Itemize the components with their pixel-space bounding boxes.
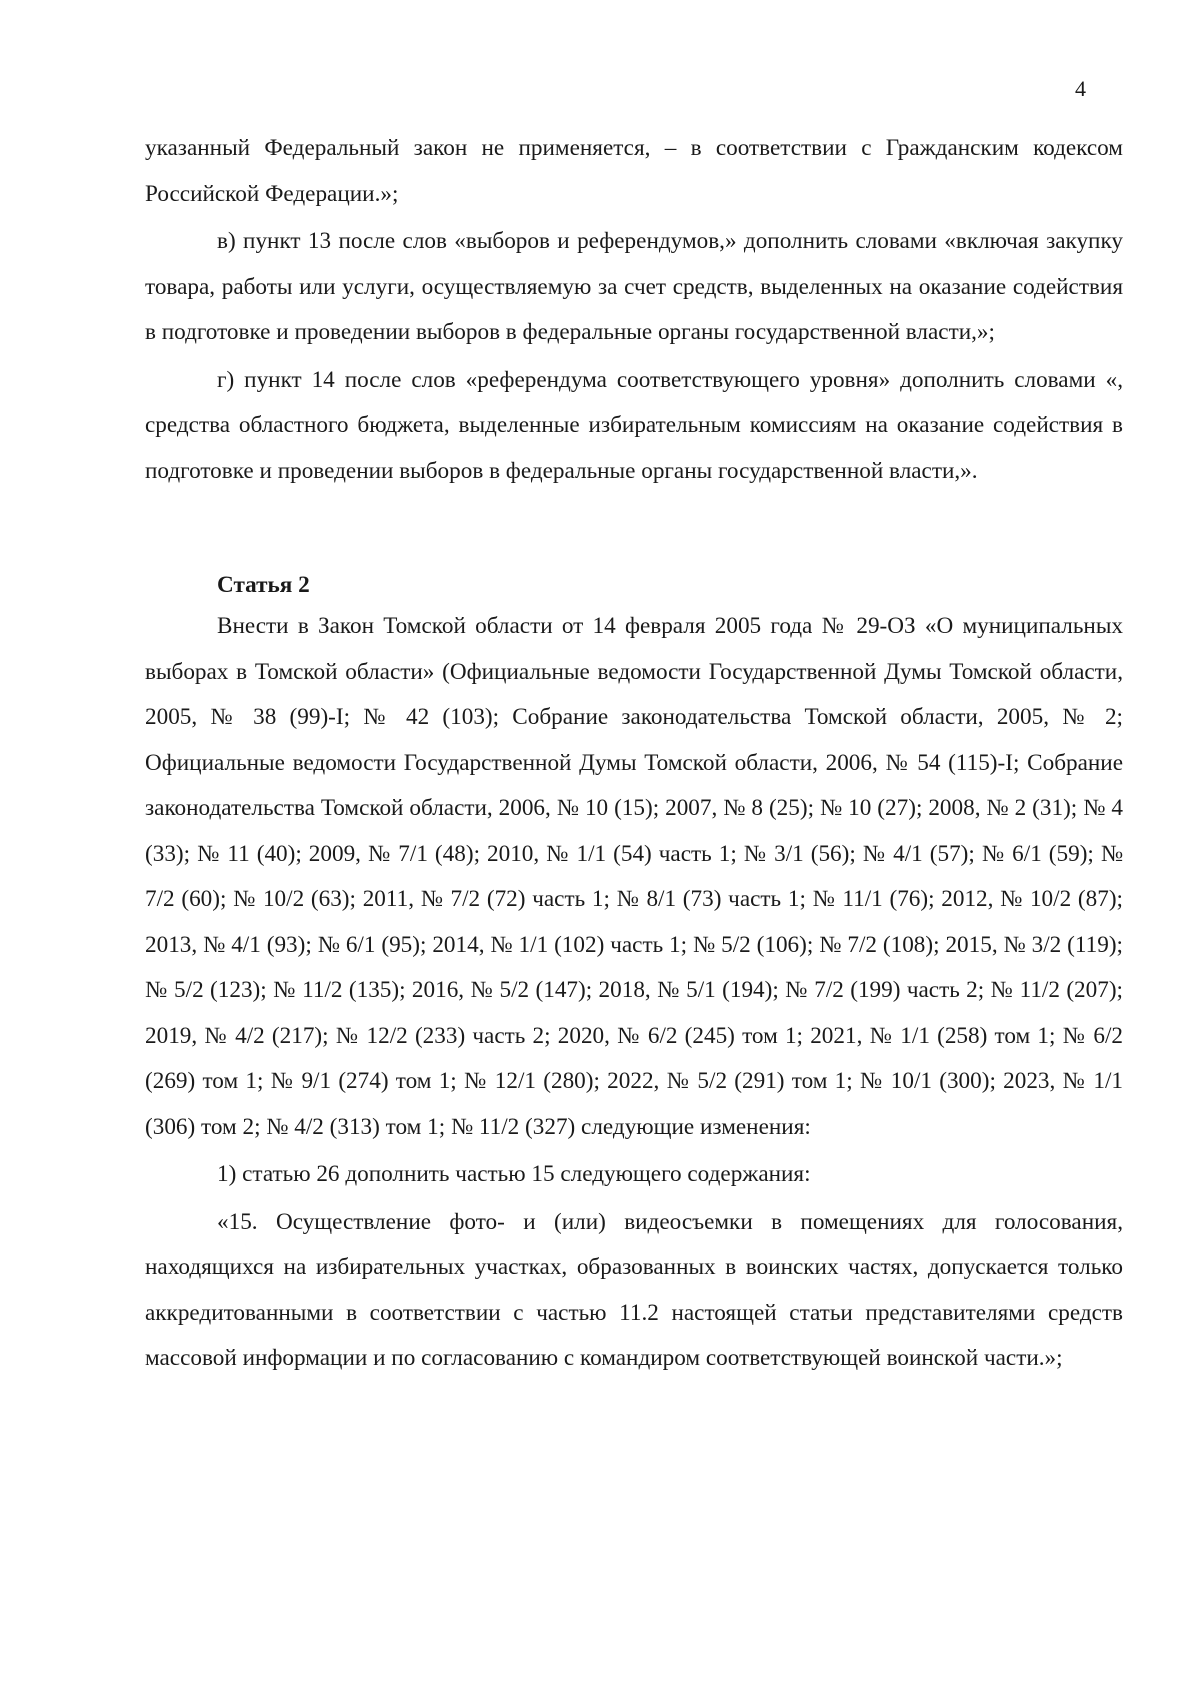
article-item-1: 1) статью 26 дополнить частью 15 следующего содержания: (217, 1161, 811, 1187)
page-number: 4 (1075, 76, 1086, 101)
article-quote-paragraph: «15. Осуществление фото- и (или) видеосъемки в помещениях для голосования, находящихся на избирательных участках, образованных в воинских частях, допускается только аккредитованными в соответствии с частью 11.2 настоящей статьи представителями средств массовой информации и по согласованию с командиром соответствующей воинской части.»; (145, 1208, 1123, 1371)
paragraph-continuation: указанный Федеральный закон не применяется, – в соответствии с Гражданским кодексом Российской Федерации.»; (145, 135, 1123, 207)
paragraph-item-v: в) пункт 13 после слов «выборов и референдумов,» дополнить словами «включая закупку товара, работы или услуги, осуществляемую за счет средств, выделенных на оказание содействия в подготовке и проведении выборов в федеральные органы государственной власти,»; (145, 228, 1123, 345)
article-heading: Статья 2 (217, 572, 310, 598)
article-intro-paragraph: Внести в Закон Томской области от 14 февраля 2005 года № 29-ОЗ «О муниципальных выборах в Томской области» (Официальные ведомости Государственной Думы Томской области, 2005, № 38 (99)-I; № 42 (103); Собрание законодательства Томской области, 2005, № 2; Официальные ведомости Государственной Думы Томской области, 2006, № 54 (115)-I; Собрание законодательства Томской области, 2006, № 10 (15); 2007, № 8 (25); № 10 (27); 2008, № 2 (31); № 4 (33); № 11 (40); 2009, № 7/1 (48); 2010, № 1/1 (54) часть 1; № 3/1 (56); № 4/1 (57); № 6/1 (59); № 7/2 (60); № 10/2 (63); 2011, № 7/2 (72) часть 1; № 8/1 (73) часть 1; № 11/1 (76); 2012, № 10/2 (87); 2013, № 4/1 (93); № 6/1 (95); 2014, № 1/1 (102) часть 1; № 5/2 (106); № 7/2 (108); 2015, № 3/2 (119); № 5/2 (123); № 11/2 (135); 2016, № 5/2 (147); 2018, № 5/1 (194); № 7/2 (199) часть 2; № 11/2 (207); 2019, № 4/2 (217); № 12/2 (233) часть 2; 2020, № 6/2 (245) том 1; 2021, № 1/1 (258) том 1; № 6/2 (269) том 1; № 9/1 (274) том 1; № 12/1 (280); 2022, № 5/2 (291) том 1; № 10/1 (300); 2023, № 1/1 (306) том 2; № 4/2 (313) том 1; № 11/2 (327) следующие изменения: (145, 613, 1123, 1140)
document-body (145, 126, 1123, 1382)
paragraph-item-g: г) пункт 14 после слов «референдума соответствующего уровня» дополнить словами «, средства областного бюджета, выделенные избирательным комиссиям на оказание содействия в подготовке и проведении выборов в федеральные органы государственной власти,». (145, 366, 1123, 484)
